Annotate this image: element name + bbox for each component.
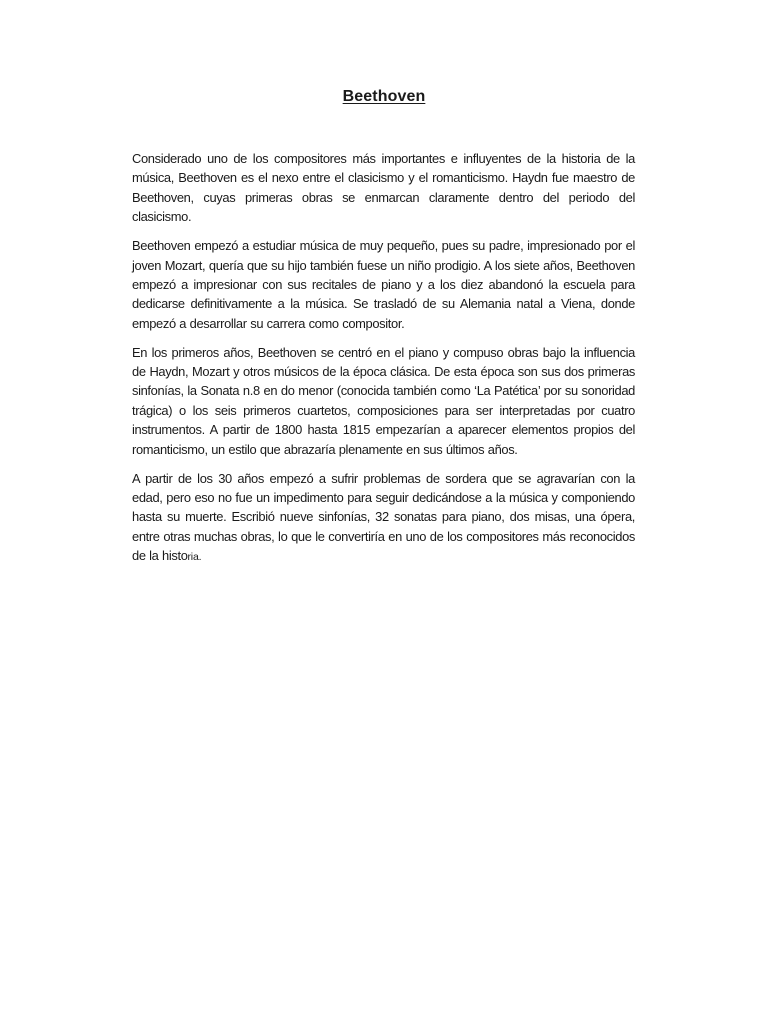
document-title: Beethoven	[342, 88, 426, 105]
paragraph-1: Considerado uno de los compositores más importantes e influyentes de la historia de la música, Beethoven es el nexo entre el clasicismo y el romanticismo. Haydn fue maestro de Beethoven, cuyas primeras obras se enmarcan claramente dentro del periodo del clasicismo.	[132, 151, 635, 225]
paragraph-4-tail: ria.	[187, 551, 202, 564]
paragraph-3: En los primeros años, Beethoven se centró en el piano y compuso obras bajo la influencia de Haydn, Mozart y otros músicos de la época clásica. De esta época son sus dos primeras sinfonías, la Sonata n.8 en do menor (conocida también como ‘La Patética’ por su sonoridad trágica) o los seis primeros cuartetos, composiciones para ser interpretadas por cuatro instrumentos. A partir de 1800 hasta 1815 empezarían a aparecer elementos propios del romanticismo, un estilo que abrazaría plenamente en sus últimos años.	[132, 344, 635, 457]
paragraph-4-main: A partir de los 30 años empezó a sufrir problemas de sordera que se agravarían con la edad, pero eso no fue un impedimento para seguir dedicándose a la música y componiendo hasta su muerte. Escribió nueve sinfonías, 32 sonatas para piano, dos misas, una ópera, entre otras muchas obras, lo que le convertiría en uno de los compositores más reconocidos de la histo	[132, 470, 635, 564]
document-body	[132, 149, 635, 577]
paragraph-4	[132, 469, 635, 568]
paragraph-2: Beethoven empezó a estudiar música de muy pequeño, pues su padre, impresionado por el joven Mozart, quería que su hijo también fuese un niño prodigio. A los siete años, Beethoven empezó a impresionar con sus recitales de piano y a los diez abandonó la escuela para dedicarse definitivamente a la música. Se trasladó de su Alemania natal a Viena, donde empezó a desarrollar su carrera como compositor.	[132, 238, 635, 331]
